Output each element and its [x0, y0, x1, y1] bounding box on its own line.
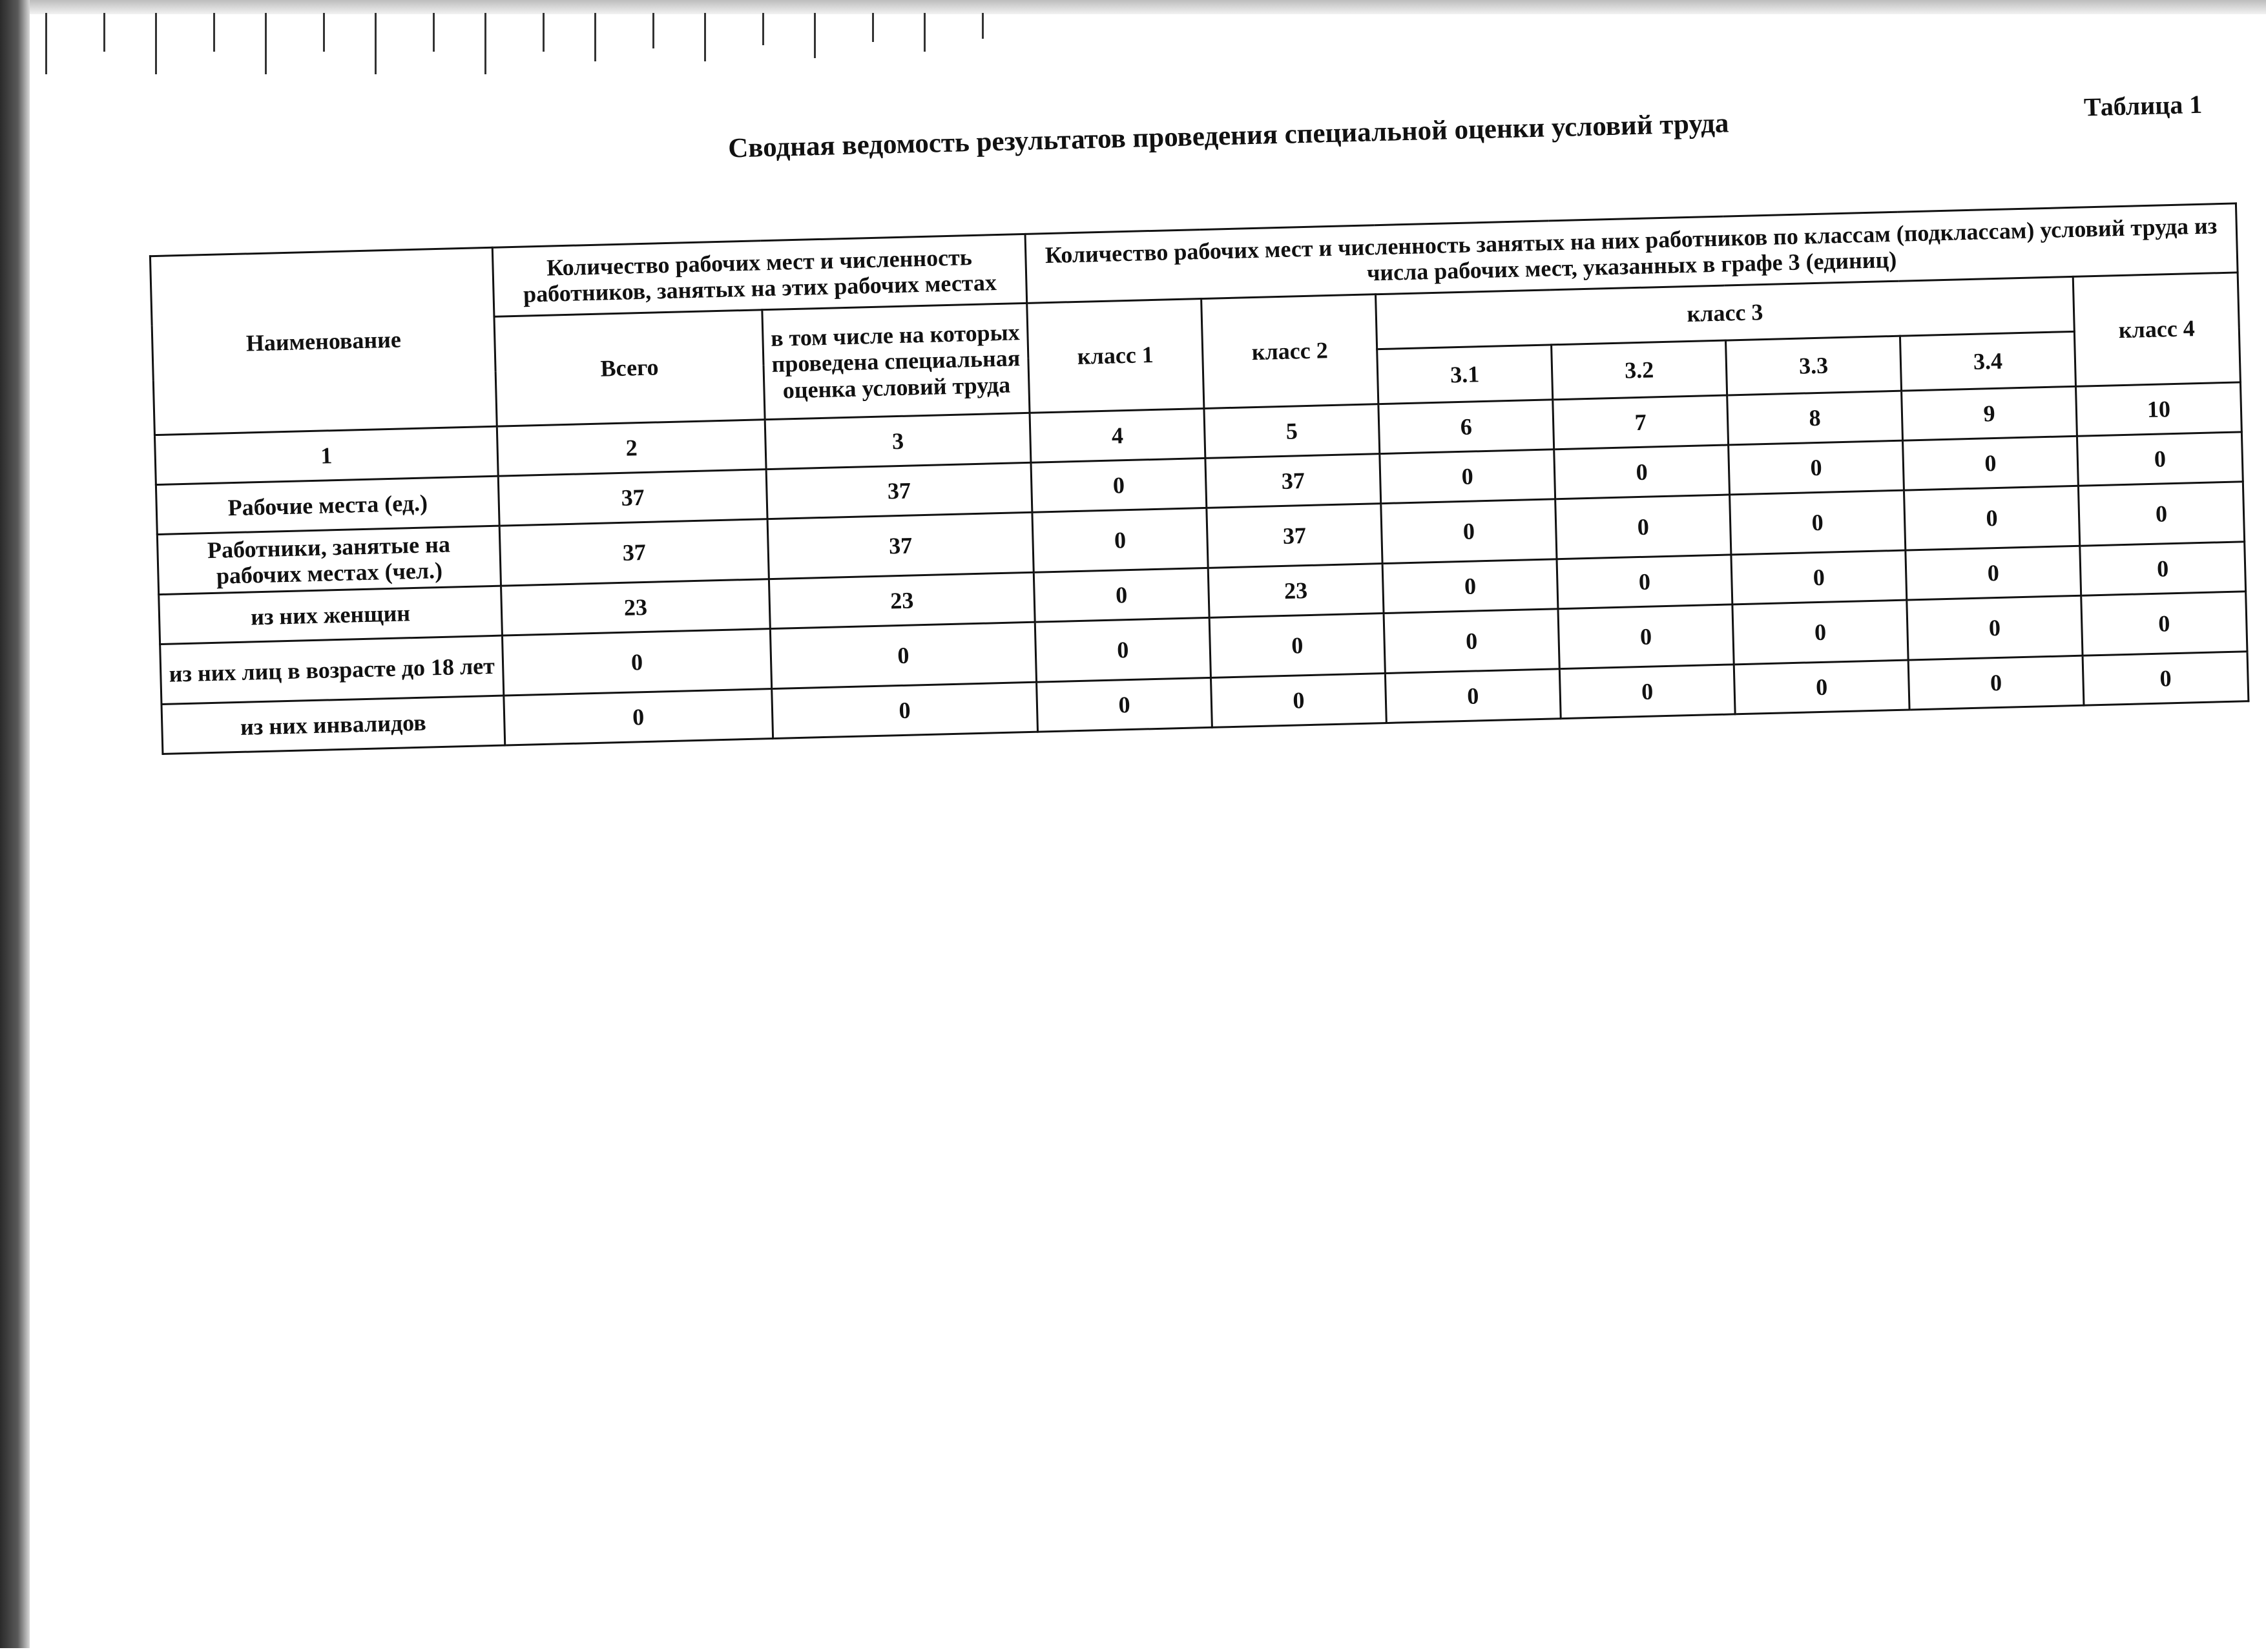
table-cell: 0: [1732, 600, 1908, 665]
table-cell: 0: [1211, 674, 1386, 728]
column-number: 4: [1030, 408, 1205, 462]
table-cell: 0: [2080, 542, 2246, 595]
header-class4: класс 4: [2073, 273, 2240, 386]
table-cell: 37: [767, 512, 1034, 579]
header-sub-3-1: 3.1: [1377, 345, 1553, 404]
table-cell: 0: [1385, 669, 1561, 723]
table-cell: 37: [499, 519, 769, 586]
table-cell: 0: [1380, 449, 1555, 504]
header-sub-3-3: 3.3: [1726, 336, 1902, 395]
table-cell: 0: [1035, 617, 1211, 682]
table-cell: 0: [1031, 458, 1207, 512]
header-sub-3-4: 3.4: [1900, 331, 2075, 391]
table-cell: 0: [1903, 436, 2079, 490]
column-number: 7: [1553, 395, 1729, 449]
header-class3: класс 3: [1376, 276, 2075, 349]
table-cell: 0: [1557, 555, 1732, 609]
table-cell: 0: [1904, 486, 2079, 550]
table-cell: 0: [1381, 499, 1557, 564]
header-name: Наименование: [150, 247, 497, 435]
table-cell: 0: [1034, 568, 1209, 622]
table-cell: 23: [501, 579, 771, 635]
table-cell: 0: [1382, 559, 1558, 614]
table-cell: 0: [1908, 656, 2084, 710]
table-cell: 0: [502, 629, 771, 696]
header-workplaces-group: Количество рабочих мест и численность работников, занятых на этих рабочих местах: [492, 234, 1026, 316]
row-label: из них лиц в возрасте до 18 лет: [160, 635, 504, 704]
header-classes-group: Количество рабочих мест и численность занятых на них работников по классам (подклассам) условий труда из числа рабочих мест, указанных в графе 3 (единиц): [1025, 203, 2238, 303]
table-cell: 0: [1209, 614, 1385, 678]
table-cell: 23: [769, 572, 1035, 628]
table-cell: 0: [772, 682, 1038, 738]
table-cell: 0: [1037, 677, 1212, 732]
table-cell: 0: [1558, 604, 1734, 669]
document-title: Сводная ведомость результатов проведения специальной оценки условий труда: [727, 108, 1729, 164]
column-number: 3: [765, 413, 1031, 469]
table-cell: 0: [1032, 508, 1208, 572]
table-cell: 0: [1554, 445, 1730, 499]
table-cell: 0: [2081, 592, 2247, 656]
table-cell: 0: [1734, 660, 1909, 714]
table-cell: 0: [2078, 482, 2244, 546]
column-number: 5: [1204, 404, 1380, 459]
table-cell: 0: [1559, 665, 1735, 719]
row-label: из них женщин: [159, 586, 503, 644]
table-cell: 0: [2077, 432, 2243, 486]
table-cell: 37: [498, 470, 767, 526]
header-class1: класс 1: [1027, 299, 1204, 413]
header-assessed: в том числе на которых проведена специальная оценка условий труда: [762, 303, 1030, 419]
column-number: 1: [154, 426, 498, 484]
table-cell: 0: [1731, 550, 1907, 604]
table-cell: 0: [1555, 495, 1731, 559]
table-label: Таблица 1: [2083, 89, 2203, 122]
row-label: Работники, занятые на рабочих местах (чел.): [157, 526, 501, 594]
header-total: Всего: [494, 310, 765, 426]
table-cell: 0: [2083, 652, 2249, 705]
header-sub-3-2: 3.2: [1552, 340, 1727, 400]
table-cell: 0: [1906, 546, 2081, 600]
table-cell: 37: [1205, 454, 1381, 508]
column-number: 8: [1727, 391, 1903, 445]
table-cell: 0: [1907, 595, 2083, 660]
table-cell: 37: [1207, 504, 1382, 568]
table-cell: 0: [770, 622, 1036, 688]
table-cell: 0: [504, 689, 773, 745]
row-label: из них инвалидов: [161, 696, 505, 754]
table-cell: 37: [766, 462, 1032, 519]
table-cell: 23: [1208, 564, 1384, 618]
column-number: 10: [2076, 382, 2242, 436]
table-cell: 0: [1729, 440, 1904, 495]
summary-table: [149, 202, 2250, 755]
column-number: 2: [497, 420, 766, 476]
column-number: 6: [1378, 400, 1554, 454]
row-label: Рабочие места (ед.): [156, 476, 499, 534]
table-cell: 0: [1384, 609, 1559, 674]
table-cell: 0: [1730, 490, 1906, 555]
header-class2: класс 2: [1201, 294, 1378, 409]
column-number: 9: [1902, 386, 2077, 440]
